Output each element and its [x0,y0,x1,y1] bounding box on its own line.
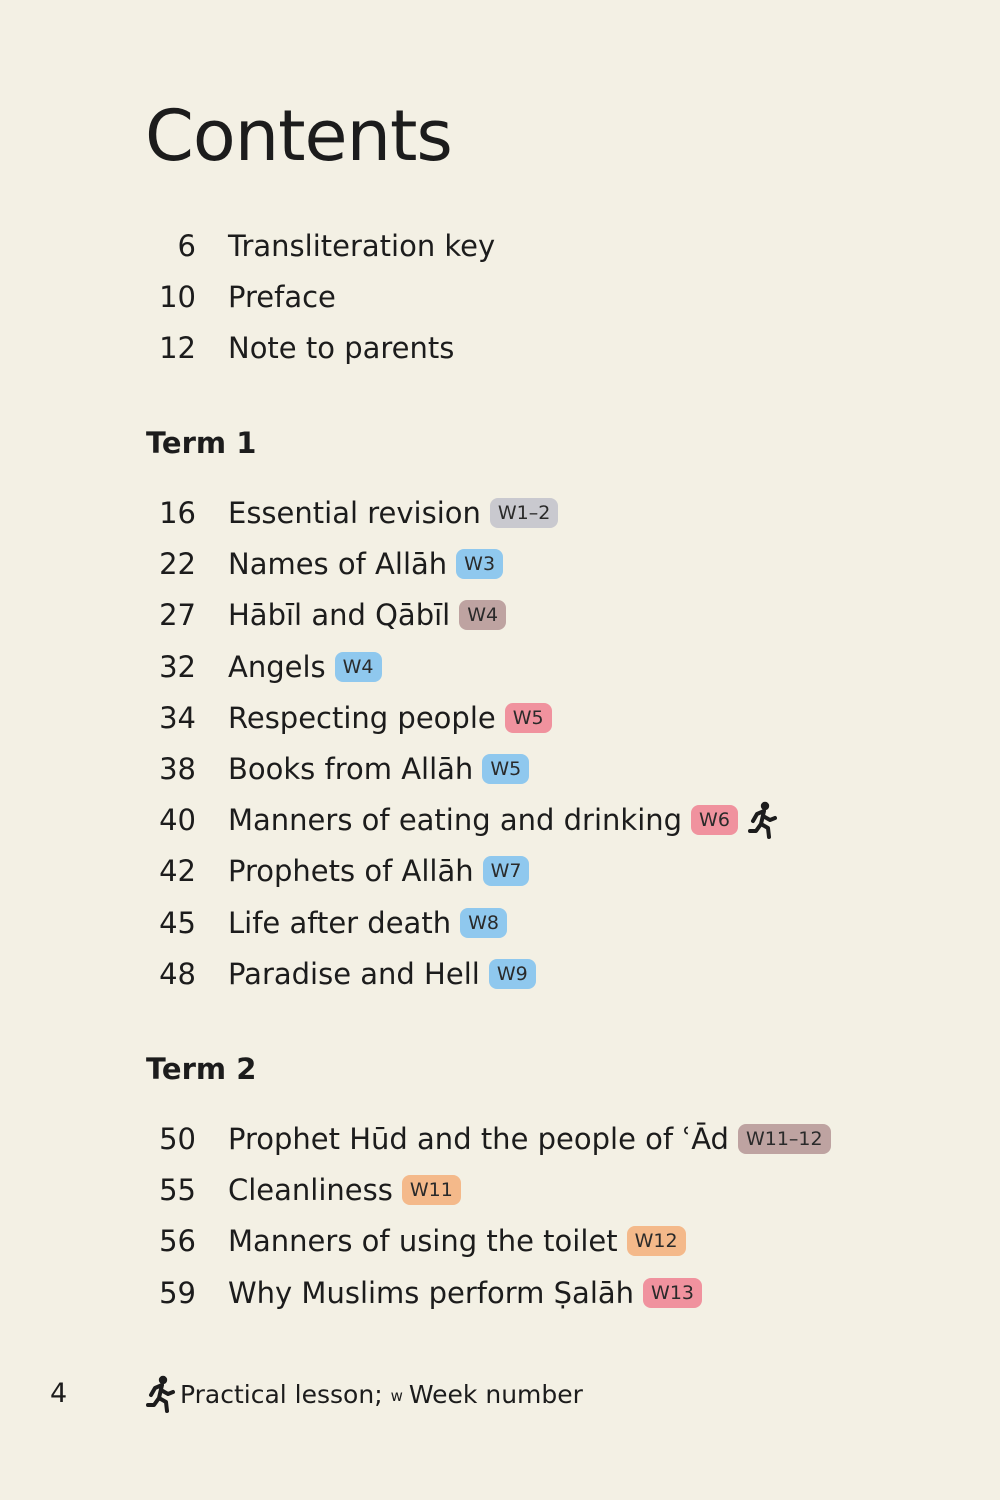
entry-page-number: 56 [159,1224,196,1258]
entry-title: Note to parents [228,331,455,365]
contents-entry [140,224,495,268]
entry-title: Essential revision [228,496,481,530]
week-badge: W11–12 [738,1124,831,1154]
contents-entry [140,491,558,535]
week-badge: W8 [460,908,507,938]
entry-page-number: 10 [159,280,196,314]
week-badge: W3 [456,549,503,579]
contents-entry [140,326,454,370]
contents-entry [140,901,507,945]
entry-title: Why Muslims perform Ṣalāh [228,1276,635,1310]
contents-entry [140,542,503,586]
page-number: 4 [50,1378,68,1409]
entry-title: Respecting people [228,701,496,735]
running-person-icon [146,1374,176,1414]
entry-title: Life after death [228,906,452,940]
entry-page-number: 34 [159,701,196,735]
entry-page-number: 6 [177,229,196,263]
week-badge: W9 [489,959,536,989]
entry-page-number: 27 [159,598,196,632]
contents-entry [140,1219,686,1263]
entry-page-number: 50 [159,1122,196,1156]
week-badge: W7 [483,856,530,886]
week-badge: W5 [505,703,552,733]
entry-page-number: 55 [159,1173,196,1207]
entry-title: Manners of eating and drinking [228,803,683,837]
entry-title: Transliteration key [228,229,496,263]
entry-title: Preface [228,280,336,314]
week-badge: W4 [459,600,506,630]
contents-entry [140,645,382,689]
term-heading: Term 1 [146,426,257,460]
entry-title: Names of Allāh [228,547,448,581]
entry-page-number: 42 [159,854,196,888]
week-badge: W13 [643,1278,702,1308]
contents-entry [140,849,529,893]
legend-week-symbol: w [390,1387,403,1405]
contents-entry [140,1271,702,1315]
entry-title: Angels [228,650,326,684]
contents-entry [140,696,552,740]
week-badge: W11 [402,1175,461,1205]
contents-entry [140,593,506,637]
entry-title: Hābīl and Qābīl [228,598,451,632]
contents-entry [140,747,529,791]
entry-page-number: 12 [159,331,196,365]
entry-title: Prophets of Allāh [228,854,474,888]
week-badge: W12 [627,1226,686,1256]
entry-page-number: 59 [159,1276,196,1310]
legend [146,1374,583,1414]
running-person-icon [748,800,778,840]
week-badge: W5 [482,754,529,784]
entry-title: Books from Allāh [228,752,474,786]
entry-page-number: 32 [159,650,196,684]
entry-title: Paradise and Hell [228,957,480,991]
contents-entry [140,1168,461,1212]
week-badge: W4 [335,652,382,682]
term-heading: Term 2 [146,1052,257,1086]
contents-entry [140,952,536,996]
legend-week-label: Week number [408,1379,583,1409]
week-badge: W6 [691,805,738,835]
entry-title: Cleanliness [228,1173,393,1207]
entry-page-number: 22 [159,547,196,581]
week-badge: W1–2 [490,498,558,528]
entry-page-number: 38 [159,752,196,786]
entry-page-number: 16 [159,496,196,530]
entry-page-number: 40 [159,803,196,837]
entry-title: Prophet Hūd and the people of ʿĀd [228,1122,729,1156]
contents-entry [140,275,336,319]
entry-page-number: 48 [159,957,196,991]
entry-page-number: 45 [159,906,196,940]
legend-practical-label: Practical lesson; [180,1379,383,1409]
contents-entry [140,798,778,842]
contents-entry [140,1117,831,1161]
page-title: Contents [145,95,452,177]
entry-title: Manners of using the toilet [228,1224,618,1258]
